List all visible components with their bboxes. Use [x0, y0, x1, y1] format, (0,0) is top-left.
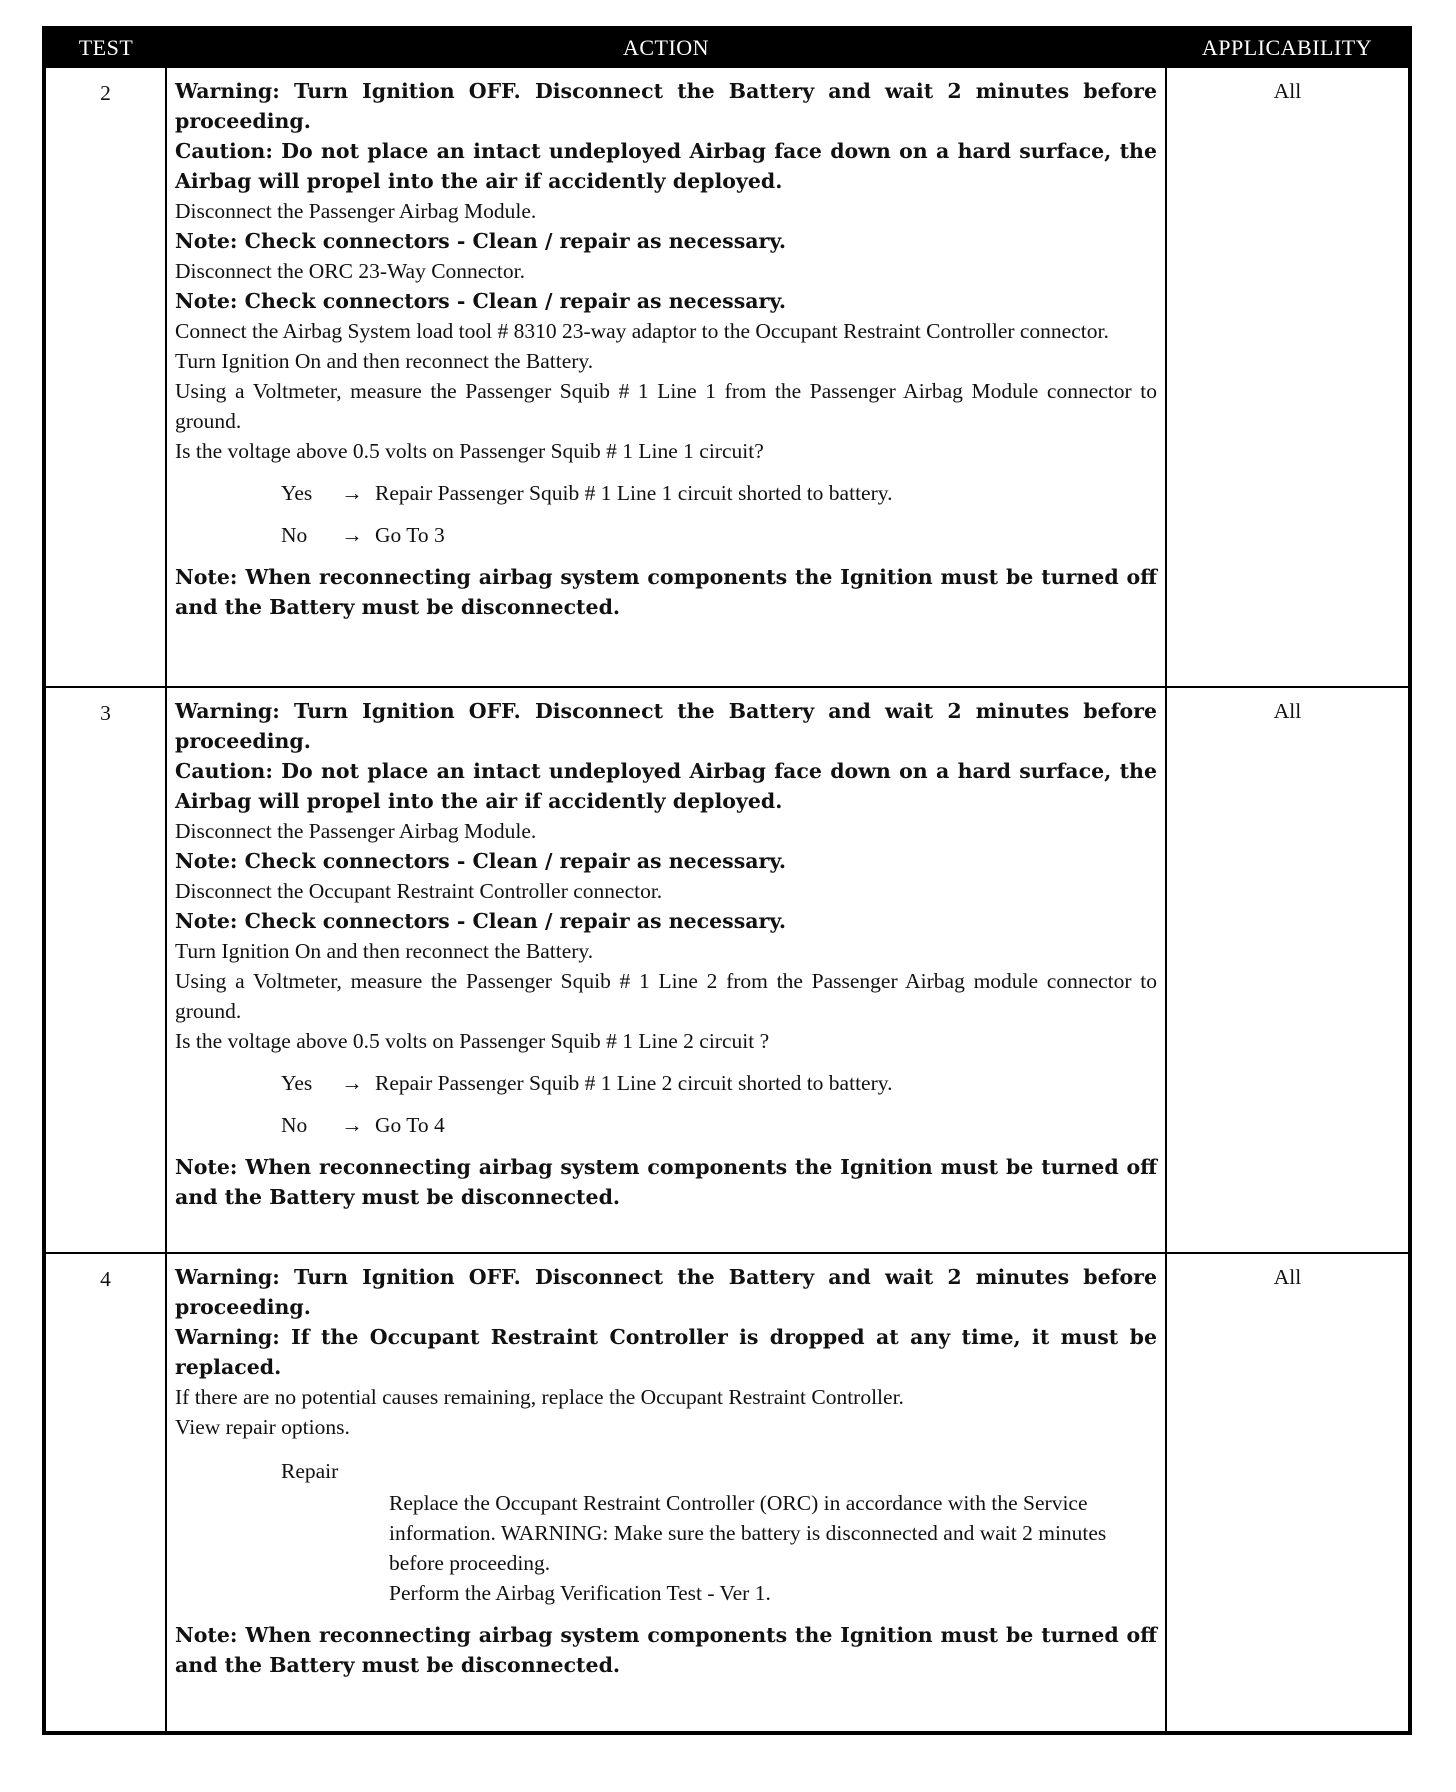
arrow-right-icon: →: [341, 481, 363, 505]
yes-action: Repair Passenger Squib # 1 Line 1 circuit shorted to battery.: [375, 481, 893, 505]
arrow-right-icon: →: [341, 1113, 363, 1137]
arrow-right-icon: →: [341, 1071, 363, 1095]
note-text: Note: Check connectors - Clean / repair as necessary.: [175, 849, 787, 873]
question-text: Is the voltage above 0.5 volts on Passenger Squib # 1 Line 2 circuit ?: [175, 1029, 770, 1053]
action-cell: [166, 1253, 1166, 1733]
yes-choice: [281, 1068, 1157, 1098]
yes-action: Repair Passenger Squib # 1 Line 2 circuit shorted to battery.: [375, 1071, 893, 1095]
no-action: Go To 4: [375, 1113, 445, 1137]
step-text: Disconnect the Passenger Airbag Module.: [175, 199, 537, 223]
reconnect-note: Note: When reconnecting airbag system components the Ignition must be turned off and the Battery must be disconnected.: [175, 565, 1157, 619]
yes-label: Yes: [281, 481, 313, 505]
header-test: TEST: [44, 28, 166, 67]
reconnect-note: Note: When reconnecting airbag system components the Ignition must be turned off and the Battery must be disconnected.: [175, 1623, 1157, 1677]
test-number: 2: [44, 67, 166, 687]
test-number: 4: [44, 1253, 166, 1733]
applicability-value: All: [1166, 687, 1410, 1253]
no-label: No: [281, 1113, 308, 1137]
step-text: Disconnect the Passenger Airbag Module.: [175, 819, 537, 843]
action-cell: [166, 687, 1166, 1253]
step-text: Turn Ignition On and then reconnect the Battery.: [175, 939, 594, 963]
no-choice: [281, 520, 1157, 550]
table-row: [44, 1253, 1410, 1733]
step-text: Using a Voltmeter, measure the Passenger Squib # 1 Line 1 from the Passenger Airbag Module connector to ground.: [175, 379, 1157, 433]
step-text: Turn Ignition On and then reconnect the Battery.: [175, 349, 594, 373]
action-cell: [166, 67, 1166, 687]
reconnect-note: Note: When reconnecting airbag system components the Ignition must be turned off and the Battery must be disconnected.: [175, 1155, 1157, 1209]
warning-text: Warning: Turn Ignition OFF. Disconnect the Battery and wait 2 minutes before proceeding.: [175, 1265, 1157, 1319]
header-row: [44, 28, 1410, 67]
diagnostic-table-sheet: [42, 26, 1408, 1735]
caution-text: Caution: Do not place an intact undeployed Airbag face down on a hard surface, the Airbag will propel into the air if accidently deployed.: [175, 759, 1157, 813]
test-number: 3: [44, 687, 166, 1253]
diagnostic-test-table: [42, 26, 1412, 1735]
table-row: [44, 67, 1410, 687]
repair-instructions: [389, 1488, 1157, 1608]
no-label: No: [281, 523, 308, 547]
yes-choice: [281, 478, 1157, 508]
repair-text: Replace the Occupant Restraint Controller (ORC) in accordance with the Service information. WARNING: Make sure the battery is disconnected and wait 2 minutes before proceeding.: [389, 1491, 1107, 1575]
warning-text: Warning: Turn Ignition OFF. Disconnect the Battery and wait 2 minutes before proceeding.: [175, 699, 1157, 753]
table-row: [44, 687, 1410, 1253]
note-text: Note: Check connectors - Clean / repair as necessary.: [175, 289, 787, 313]
applicability-value: All: [1166, 1253, 1410, 1733]
note-text: Note: Check connectors - Clean / repair as necessary.: [175, 909, 787, 933]
yes-label: Yes: [281, 1071, 313, 1095]
arrow-right-icon: →: [341, 523, 363, 547]
repair-text-2: Perform the Airbag Verification Test - Ver 1.: [389, 1581, 771, 1605]
step-text: Disconnect the ORC 23-Way Connector.: [175, 259, 525, 283]
applicability-value: All: [1166, 67, 1410, 687]
question-text: Is the voltage above 0.5 volts on Passenger Squib # 1 Line 1 circuit?: [175, 439, 764, 463]
header-applicability: APPLICABILITY: [1166, 28, 1410, 67]
no-choice: [281, 1110, 1157, 1140]
repair-label: Repair: [281, 1459, 339, 1483]
step-text: Using a Voltmeter, measure the Passenger Squib # 1 Line 2 from the Passenger Airbag module connector to ground.: [175, 969, 1157, 1023]
note-text: Note: Check connectors - Clean / repair as necessary.: [175, 229, 787, 253]
warning-text: Warning: Turn Ignition OFF. Disconnect the Battery and wait 2 minutes before proceeding.: [175, 79, 1157, 133]
step-text: Connect the Airbag System load tool # 8310 23-way adaptor to the Occupant Restraint Controller connector.: [175, 319, 1109, 343]
step-text: If there are no potential causes remaining, replace the Occupant Restraint Controller.: [175, 1385, 904, 1409]
step-text: Disconnect the Occupant Restraint Controller connector.: [175, 879, 663, 903]
step-text: View repair options.: [175, 1415, 350, 1439]
header-action: ACTION: [166, 28, 1166, 67]
warning-text: Warning: If the Occupant Restraint Controller is dropped at any time, it must be replaced.: [175, 1325, 1157, 1379]
caution-text: Caution: Do not place an intact undeployed Airbag face down on a hard surface, the Airbag will propel into the air if accidently deployed.: [175, 139, 1157, 193]
no-action: Go To 3: [375, 523, 445, 547]
